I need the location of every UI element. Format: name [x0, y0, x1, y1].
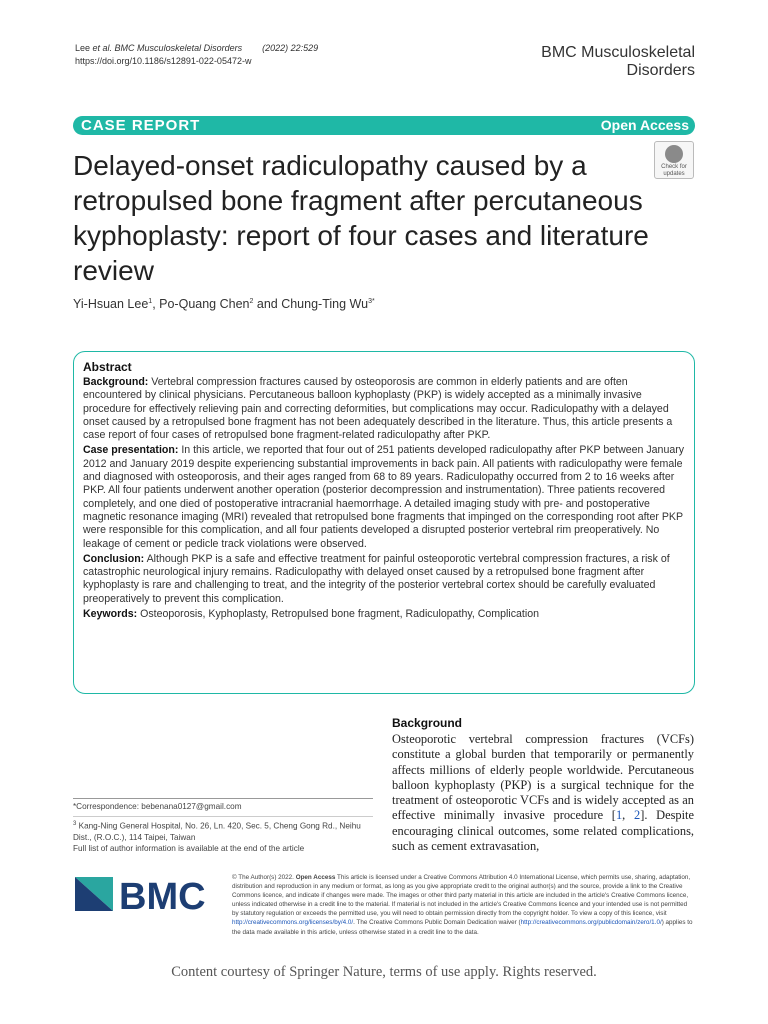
background-text-2: ]. Despite encouraging clinical outcomes, some related complications, such as cement extravasation,: [392, 808, 694, 854]
bmc-logo-text: BMC: [119, 876, 206, 914]
author-2-affil: 2: [249, 297, 254, 305]
article-type-banner: [73, 116, 695, 135]
background-text-1: Osteoporotic vertebral compression fractures (VCFs) constitute a global burden that temporarily or permanently affects millions of elderly people worldwide. Percutaneous balloon kyphoplasty (PKP) is a surgical technique for the treatment of osteoporotic VCFs and is widely accepted as an effective minimally invasive procedure [: [392, 732, 694, 823]
journal-name-line2: Disorders: [626, 62, 695, 79]
journal-name: [541, 44, 695, 80]
author-2[interactable]: Po-Quang Chen: [159, 297, 250, 311]
license-mid: . The Creative Commons Public Domain Dedication waiver (: [353, 919, 521, 927]
abstract-conclusion: [83, 553, 685, 606]
reference-link-1[interactable]: 1: [615, 808, 623, 823]
author-3[interactable]: Chung-Ting Wu: [281, 297, 369, 311]
affiliation-text: Kang-Ning General Hospital, No. 26, Ln. 420, Sec. 5, Cheng Gong Rd., Neihu Dist., (R.O.C.), 114 Taipei, Taiwan: [73, 821, 361, 842]
reference-link-2[interactable]: 2: [633, 808, 641, 823]
background-section: [392, 716, 694, 854]
license-copyright: © The Author(s) 2022.: [232, 874, 296, 881]
author-sep: ,: [152, 297, 160, 311]
affiliation: [73, 819, 373, 843]
check-for-updates-badge[interactable]: [654, 141, 694, 181]
author-sep: and: [253, 297, 282, 311]
citation-journal: et al. BMC Musculoskeletal Disorders: [92, 43, 243, 53]
abstract-conclusion-label: Conclusion:: [83, 552, 145, 565]
article-title: Delayed-onset radiculopathy caused by a retropulsed bone fragment after percutaneous kyphoplasty: report of four cases and literature review: [73, 150, 649, 286]
check-updates-icon: [665, 145, 683, 163]
notes-divider: [73, 816, 373, 817]
license-end: ) applies to the data made available in this article, unless otherwise stated in a credit line to the data.: [232, 919, 693, 936]
abstract-case: [83, 444, 685, 550]
correspondence-email[interactable]: *Correspondence: bebenana0127@gmail.com: [73, 802, 242, 811]
abstract-case-text: In this article, we reported that four out of 251 patients developed radiculopathy after PKP between January 2012 and January 2019 despite experiencing substantial improvements in back pain. All patients with radiculopathy were female and diagnosed with osteoporosis, and their ages ranged from 68 to 89 years. Radiculopathy occurred from 2 to 16 weeks after PKP. All four patients underwent another operation (posterior decompression and instrumentation). Three patients recovered completely, and one died of postoperative intracranial haemorrhage. A detailed imaging study with pre- and postoperative magnetic resonance imaging (MRI) revealed that retropulsed bone fragments that impinged on the corresponding root after PKP were responsible for this complication, and all four patients developed a disrupted posterior vertebral rim preoperatively. No leakage of cement or pedicle track violations were observed.: [83, 444, 685, 550]
license-link-cc-by[interactable]: http://creativecommons.org/licenses/by/4.0/: [232, 919, 354, 927]
abstract-keywords: [83, 608, 685, 621]
license-open-access: Open Access: [295, 874, 336, 881]
license-body: This article is licensed under a Creative Commons Attribution 4.0 International License, which permits use, sharing, adaptation, distribution and reproduction in any medium or format, as long as you give appropriate credit to the original author(s) and the source, provide a link to the Creative Commons licence, and indicate if changes were made. The images or other third party material in this article are included in the article's Creative Commons licence, unless indicated otherwise in a credit line to the material. If material is not included in the article's Creative Commons licence and your intended use is not permitted by statutory regulation or exceeds the permitted use, you will need to obtain permission directly from the copyright holder. To view a copy of this licence, visit: [232, 874, 691, 918]
check-updates-line2: updates: [663, 171, 685, 177]
bmc-logo-icon: [75, 874, 215, 914]
background-paragraph: [392, 732, 694, 854]
license-link-cc-zero[interactable]: http://creativecommons.org/publicdomain/zero/1.0/: [520, 919, 662, 927]
check-updates-line1: Check for: [661, 164, 687, 170]
abstract-background-text: Vertebral compression fractures caused by osteoporosis are common in elderly patients and are often encountered by clinical physicians. Percutaneous balloon kyphoplasty (PKP) is widely accepted as a minimally invasive procedure for effectively relieving pain and correcting deformities, but complications may occur. Radiculopathy with a delayed onset caused by a retropulsed bone fragment has not been adequately described in the literature. Thus, this article presents a case report of four cases of retropulsed bone fragment-related radiculopathy after PKP.: [83, 376, 673, 442]
background-heading: Background: [392, 716, 463, 730]
citation-header: [75, 42, 318, 68]
doi-link[interactable]: https://doi.org/10.1186/s12891-022-05472-w: [75, 56, 252, 66]
author-1-affil: 1: [148, 297, 153, 305]
abstract-background: [83, 376, 685, 442]
citation-authors: Lee: [75, 43, 91, 53]
abstract-background-label: Background:: [83, 376, 149, 388]
affiliation-number: 3: [73, 821, 77, 827]
abstract-keywords-text: Osteoporosis, Kyphoplasty, Retropulsed bone fragment, Radiculopathy, Complication: [140, 608, 539, 621]
author-3-affil: 3*: [368, 297, 375, 305]
abstract-keywords-label: Keywords:: [83, 608, 138, 621]
author-notes: [73, 798, 373, 854]
reference-sep: ,: [622, 808, 634, 823]
journal-name-line1: BMC Musculoskeletal: [541, 44, 695, 61]
author-1[interactable]: Yi-Hsuan Lee: [73, 297, 149, 311]
notes-divider: [73, 798, 373, 799]
author-list: [73, 297, 375, 311]
open-access-label: Open Access: [600, 117, 689, 133]
page-footer: Content courtesy of Springer Nature, terms of use apply. Rights reserved.: [171, 964, 597, 980]
case-report-label: CASE REPORT: [81, 117, 201, 134]
citation-year: (2022) 22:529: [262, 43, 319, 53]
abstract-case-label: Case presentation:: [83, 444, 179, 457]
full-author-info-note: Full list of author information is available at the end of the article: [73, 843, 305, 853]
abstract-heading: Abstract: [83, 360, 132, 374]
license-statement: [232, 873, 694, 937]
abstract-box: [73, 351, 695, 694]
bmc-logo: [75, 874, 215, 914]
abstract-conclusion-text: Although PKP is a safe and effective treatment for painful osteoporotic vertebral compression fractures, a risk of catastrophic neurological injury remains. Radiculopathy with delayed onset caused by a retropulsed bone fragment after kyphoplasty is rare and challenging to treat, and the integrity of the posterior vertebral cortex should be carefully evaluated preoperatively to prevent this complication.: [83, 552, 670, 605]
